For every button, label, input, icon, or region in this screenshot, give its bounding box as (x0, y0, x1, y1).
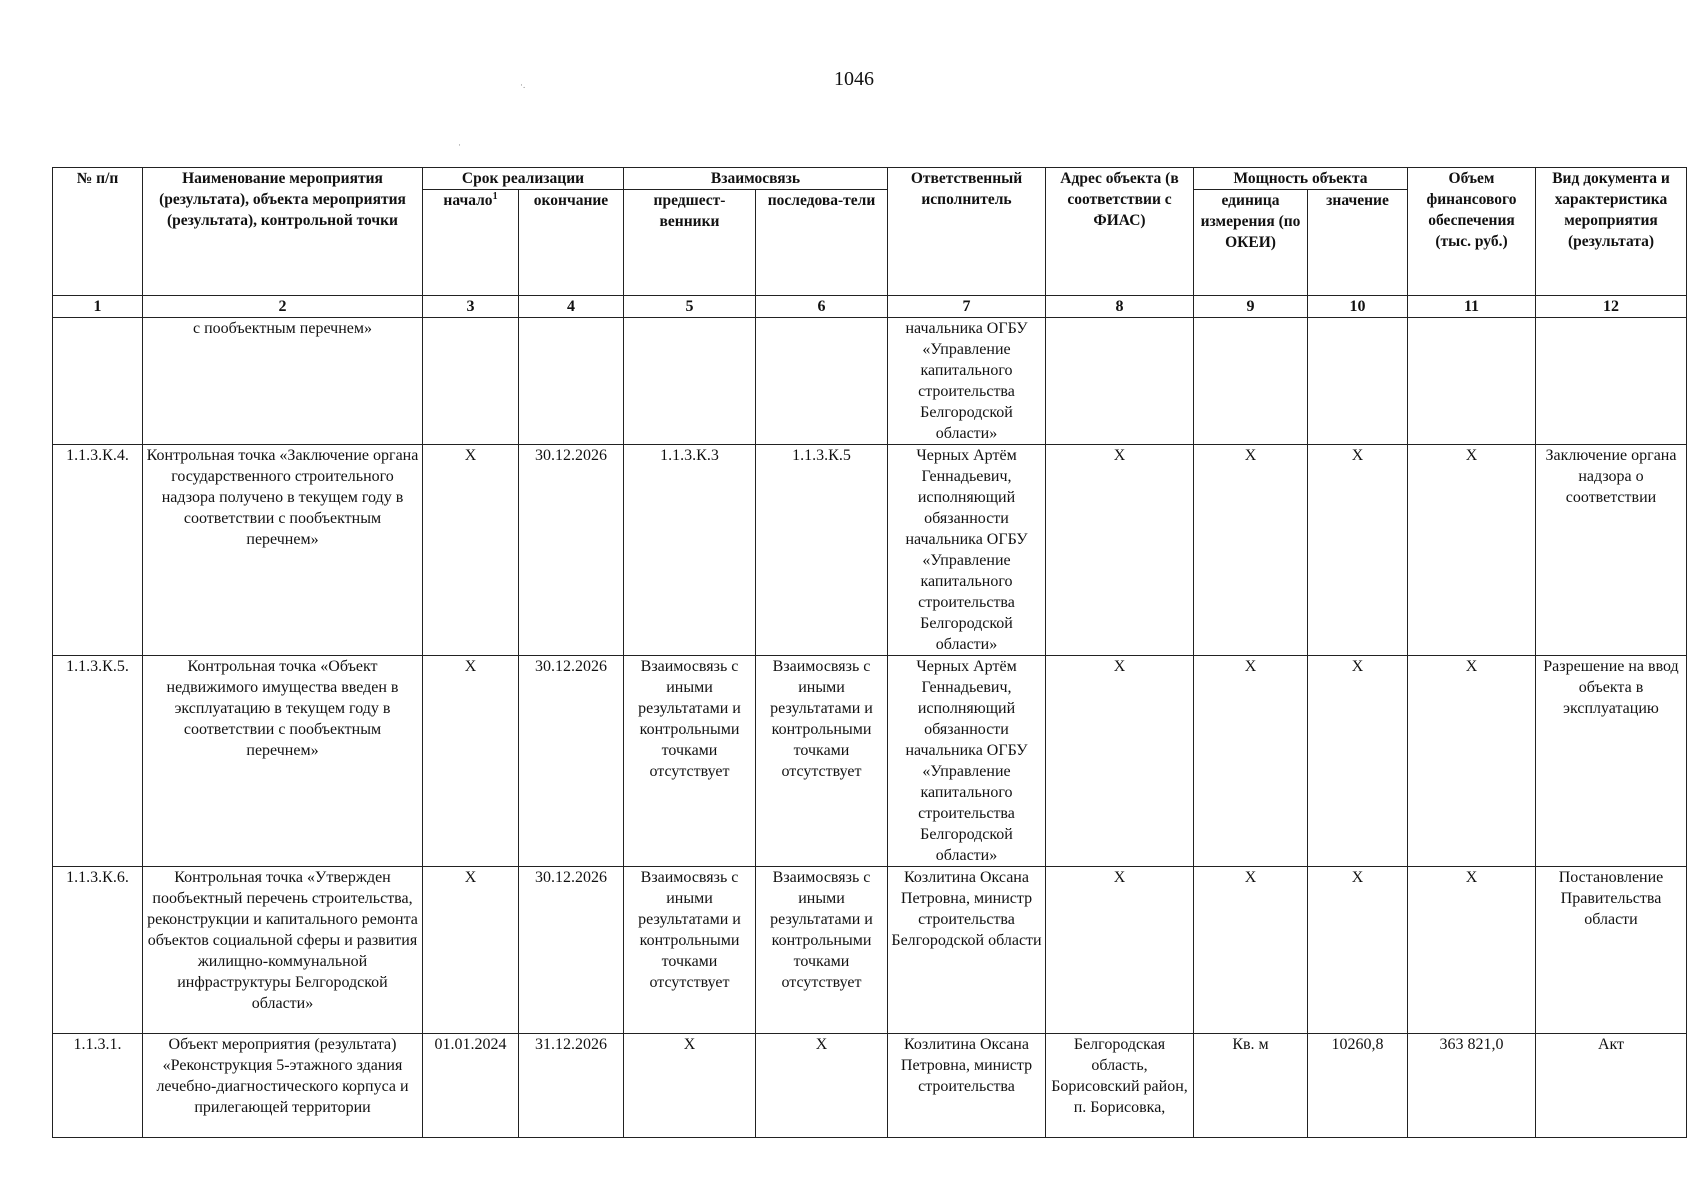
row-address (1046, 318, 1194, 445)
row-responsible: Козлитина Оксана Петровна, министр строительства (888, 1034, 1046, 1138)
row-successors: 1.1.3.К.5 (756, 445, 888, 656)
row-funding: Х (1408, 867, 1536, 1034)
column-number: 7 (888, 296, 1046, 318)
header-unit: единица измерения (по ОКЕИ) (1194, 190, 1308, 296)
header-num: № п/п (53, 168, 143, 296)
header-capacity: Мощность объекта (1194, 168, 1408, 190)
row-successors: Х (756, 1034, 888, 1138)
row-address: Белгородская область, Борисовский район, п. Борисовка, (1046, 1034, 1194, 1138)
row-num: 1.1.3.К.4. (53, 445, 143, 656)
header-responsible: Ответственный исполнитель (888, 168, 1046, 296)
row-start: Х (423, 656, 519, 867)
column-number: 12 (1536, 296, 1687, 318)
row-address: Х (1046, 867, 1194, 1034)
table-row (53, 867, 1687, 1034)
header-successors: последова-тели (756, 190, 888, 296)
row-successors: Взаимосвязь с иными результатами и контрольными точками отсутствует (756, 867, 888, 1034)
header-doc-type: Вид документа и характеристика мероприятия (результата) (1536, 168, 1687, 296)
row-end (519, 318, 624, 445)
row-responsible: Черных Артём Геннадьевич, исполняющий обязанности начальника ОГБУ «Управление капитального строительства Белгородской области» (888, 656, 1046, 867)
column-number: 5 (624, 296, 756, 318)
column-number: 11 (1408, 296, 1536, 318)
header-end: окончание (519, 190, 624, 296)
row-successors (756, 318, 888, 445)
row-responsible: начальника ОГБУ «Управление капитального строительства Белгородской области» (888, 318, 1046, 445)
header-period: Срок реализации (423, 168, 624, 190)
row-doc: Разрешение на ввод объекта в эксплуатацию (1536, 656, 1687, 867)
row-predecessors: 1.1.3.К.3 (624, 445, 756, 656)
table-row (53, 318, 1687, 445)
row-doc (1536, 318, 1687, 445)
row-start: 01.01.2024 (423, 1034, 519, 1138)
header-value: значение (1308, 190, 1408, 296)
header-predecessors: предшест-венники (624, 190, 756, 296)
column-numbers-row (53, 296, 1687, 318)
header-relation: Взаимосвязь (624, 168, 888, 190)
header-address: Адрес объекта (в соответствии с ФИАС) (1046, 168, 1194, 296)
row-num: 1.1.3.К.5. (53, 656, 143, 867)
row-start: Х (423, 445, 519, 656)
page-number: 1046 (834, 68, 874, 90)
row-name: Контрольная точка «Объект недвижимого имущества введен в эксплуатацию в текущем году в соответствии с пообъектным перечнем» (143, 656, 423, 867)
row-funding (1408, 318, 1536, 445)
row-unit: Х (1194, 445, 1308, 656)
header-row-1 (53, 168, 1687, 190)
row-name: Контрольная точка «Заключение органа государственного строительного надзора получено в текущем году в соответствии с пообъектным перечнем» (143, 445, 423, 656)
row-value: Х (1308, 445, 1408, 656)
row-doc: Акт (1536, 1034, 1687, 1138)
row-name: с пообъектным перечнем» (143, 318, 423, 445)
row-predecessors: Х (624, 1034, 756, 1138)
header-funding: Объем финансового обеспечения (тыс. руб.) (1408, 168, 1536, 296)
column-number: 3 (423, 296, 519, 318)
row-predecessors: Взаимосвязь с иными результатами и контрольными точками отсутствует (624, 867, 756, 1034)
row-end: 30.12.2026 (519, 656, 624, 867)
row-unit (1194, 318, 1308, 445)
row-end: 30.12.2026 (519, 445, 624, 656)
column-number: 2 (143, 296, 423, 318)
row-value: Х (1308, 656, 1408, 867)
footnote-mark: 1 (492, 190, 498, 202)
row-value (1308, 318, 1408, 445)
scan-speck: · (458, 140, 461, 150)
header-name: Наименование мероприятия (результата), объекта мероприятия (результата), контрольной точки (143, 168, 423, 296)
header-start: начало$^1$ (423, 190, 519, 296)
column-number: 6 (756, 296, 888, 318)
row-predecessors: Взаимосвязь с иными результатами и контрольными точками отсутствует (624, 656, 756, 867)
row-name: Контрольная точка «Утвержден пообъектный перечень строительства, реконструкции и капитального ремонта объектов социальной сферы и развития жилищно-коммунальной инфраструктуры Белгородской области» (143, 867, 423, 1034)
row-start (423, 318, 519, 445)
row-address: Х (1046, 445, 1194, 656)
row-name: Объект мероприятия (результата) «Реконструкция 5-этажного здания лечебно-диагностического корпуса и прилегающей территории (143, 1034, 423, 1138)
row-value: Х (1308, 867, 1408, 1034)
column-number: 9 (1194, 296, 1308, 318)
row-end: 31.12.2026 (519, 1034, 624, 1138)
row-num: 1.1.3.К.6. (53, 867, 143, 1034)
row-address: Х (1046, 656, 1194, 867)
row-unit: Х (1194, 867, 1308, 1034)
row-start: Х (423, 867, 519, 1034)
row-funding: Х (1408, 656, 1536, 867)
row-funding: Х (1408, 445, 1536, 656)
row-successors: Взаимосвязь с иными результатами и контрольными точками отсутствует (756, 656, 888, 867)
row-doc: Постановление Правительства области (1536, 867, 1687, 1034)
column-number: 10 (1308, 296, 1408, 318)
row-num (53, 318, 143, 445)
column-number: 1 (53, 296, 143, 318)
row-end: 30.12.2026 (519, 867, 624, 1034)
row-doc: Заключение органа надзора о соответствии (1536, 445, 1687, 656)
column-number: 8 (1046, 296, 1194, 318)
activities-table (52, 167, 1687, 1138)
row-responsible: Черных Артём Геннадьевич, исполняющий обязанности начальника ОГБУ «Управление капитального строительства Белгородской области» (888, 445, 1046, 656)
scan-speck: ·. (520, 80, 526, 90)
table-row (53, 445, 1687, 656)
table-row (53, 1034, 1687, 1138)
row-num: 1.1.3.1. (53, 1034, 143, 1138)
row-unit: Кв. м (1194, 1034, 1308, 1138)
row-funding: 363 821,0 (1408, 1034, 1536, 1138)
column-number: 4 (519, 296, 624, 318)
row-responsible: Козлитина Оксана Петровна, министр строительства Белгородской области (888, 867, 1046, 1034)
table-row (53, 656, 1687, 867)
row-value: 10260,8 (1308, 1034, 1408, 1138)
row-predecessors (624, 318, 756, 445)
row-unit: Х (1194, 656, 1308, 867)
